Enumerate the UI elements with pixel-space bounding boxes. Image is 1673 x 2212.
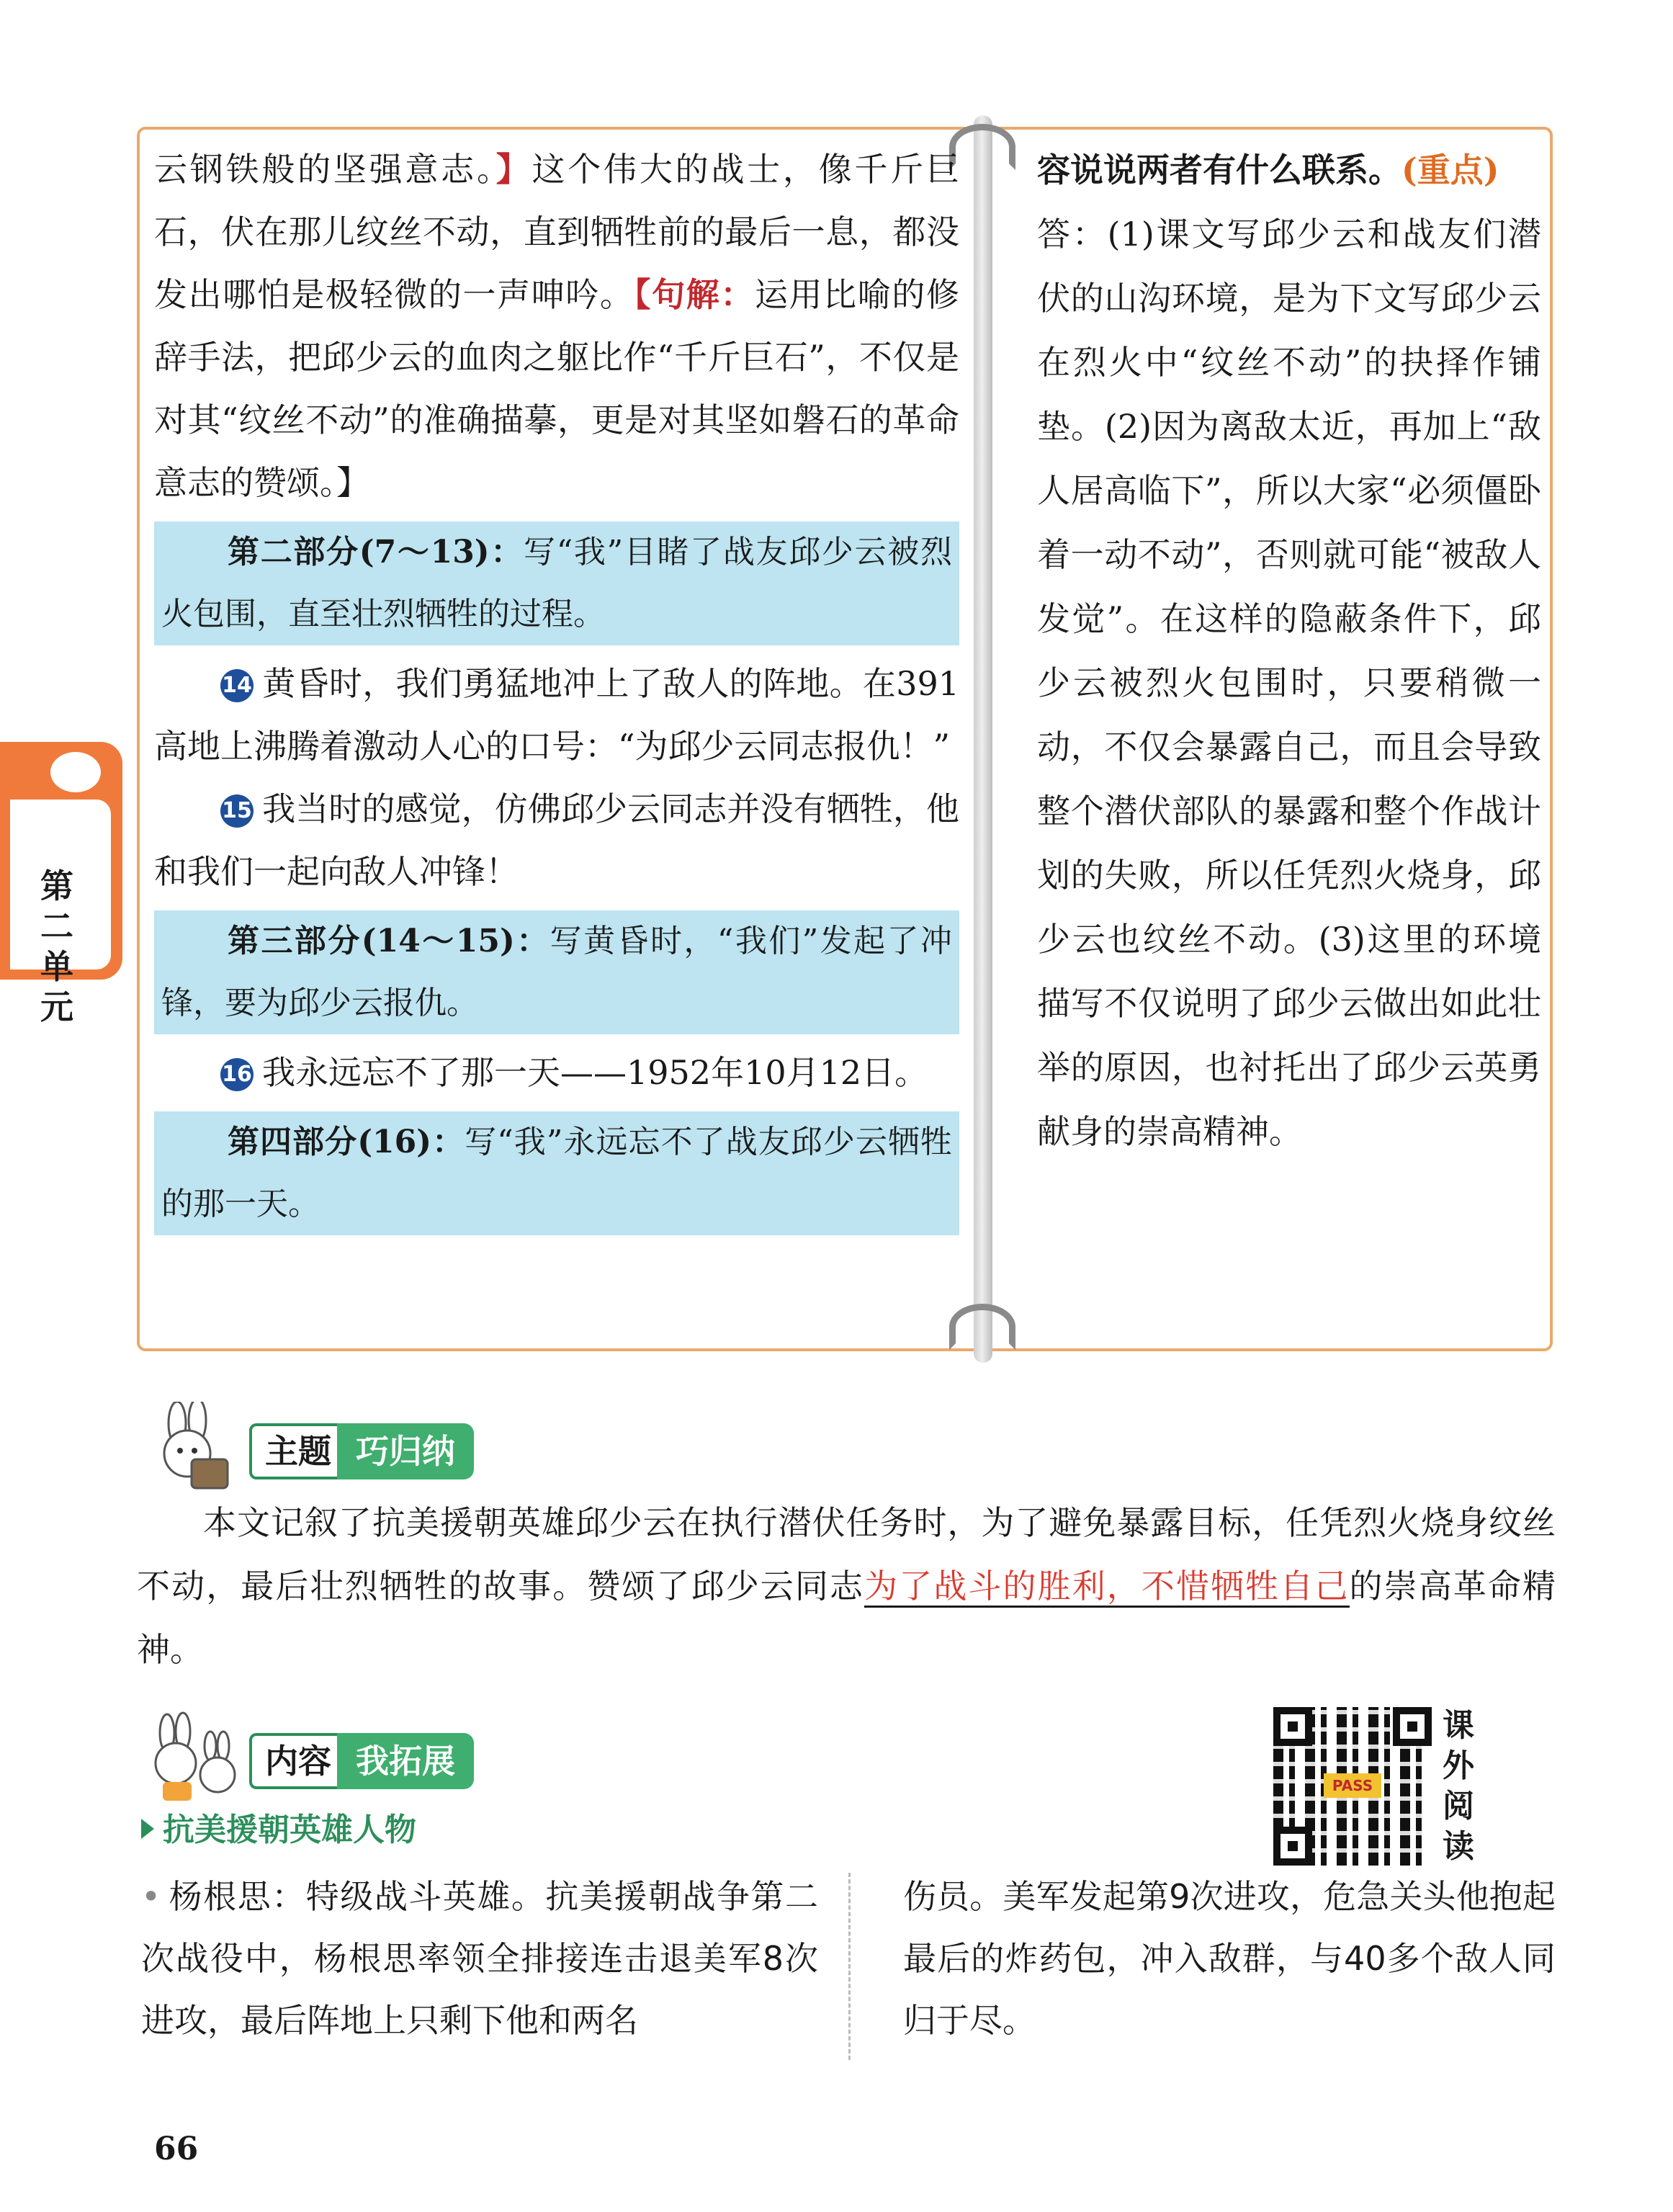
ring-bottom-icon [949,1304,1015,1350]
content-label: 内容 [249,1733,344,1789]
part-text: 写“我”目睹了战友邱少云被烈火包围，直至壮烈牺牲的过程。 [161,534,952,632]
paragraph-16 [154,1042,959,1104]
unit-side-tab [0,742,122,1026]
paragraph-13 [154,138,959,514]
part-label: 第二部分(7～13)： [228,534,524,570]
side-tab-inner [10,800,111,1026]
qr-label [1440,1706,1476,1867]
theme-summary-text [137,1491,1556,1681]
answer: 答：(1)课文写邱少云和战友们潜伏的山沟环境，是为下文写邱少云在烈火中“纹丝不动”的抉择作铺垫。(2)因为离敌太近，再加上“敌人居高临下”，所以大家“必须僵卧着一动不动”，否则就可能“被敌人发觉”。在这样的隐蔽条件下，邱少云被烈火包围时，只要稍微一动，不仅会暴露自己，而且会导致整个潜伏部队的暴露和整个作战计划的失败，所以任凭烈火烧身，邱少云也纹丝不动。(3)这里的环境描写不仅说明了邱少云做出如此壮举的原因，也衬托出了邱少云英勇献身的崇高精神。 [1037,215,1541,1151]
text-fragment: 云钢铁般的坚强意志。 [154,150,496,189]
part-text: 写“我”永远忘不了战友邱少云牺牲的那一天。 [161,1124,952,1222]
part-4-summary [154,1111,959,1235]
notebook-spine [974,115,992,1363]
hero-paragraph [141,1866,818,2051]
question [1037,138,1541,202]
hero-text-left [141,1866,818,2051]
summary-text: 本文记叙了抗美援朝英雄邱少云在执行潜伏任务时，为了避免暴露目标，任凭烈火烧身纹丝不动，最后壮烈牺牲的故事。赞颂了邱少云同志 [137,1503,1556,1606]
qr-label-char: 课 [1443,1707,1474,1744]
paragraph-text: 我当时的感觉，仿佛邱少云同志并没有牺牲，他和我们一起向敌人冲锋！ [154,789,959,891]
rabbit-icon [50,752,101,792]
sentence-note-label: 【句解： [634,275,755,314]
question-text: 容说说两者有什么联系。 [1037,151,1401,189]
hero-text-right [903,1866,1556,2051]
unit-label: 第二单元 [40,867,73,1026]
paragraph-text: 这个伟大的战士，像千斤巨石，伏在那儿纹丝不动，直到牺牲前的最后一息，都没发出哪怕是极轻微的一声呻吟。 [154,150,960,314]
qr-label-char: 外 [1443,1747,1474,1784]
qr-finder [1393,1707,1432,1746]
sentence-note-text: 运用比喻的修辞手法，把邱少云的血肉之躯比作“千斤巨石”，不仅是对其“纹丝不动”的准确描摹，更是对其坚如磐石的革命意志的赞颂。】 [154,275,960,502]
content-label-secondary: 我拓展 [337,1733,474,1789]
qr-code[interactable] [1273,1707,1432,1866]
theme-section-header [141,1416,516,1477]
annot-bracket: 】 [495,150,532,189]
paragraph-number-badge: 14 [220,669,254,702]
part-label: 第四部分(16)： [228,1124,465,1160]
triangle-bullet-icon [141,1819,154,1839]
paragraph-14 [154,653,959,778]
subtitle-text: 抗美援朝英雄人物 [163,1812,416,1848]
left-column [154,138,959,1242]
paragraph-number-badge: 16 [220,1058,254,1091]
qr-label-char: 读 [1443,1828,1474,1865]
qr-badge: PASS [1324,1773,1381,1798]
key-point-tag: (重点) [1401,151,1499,189]
part-2-summary [154,521,959,645]
qr-finder [1273,1707,1312,1746]
hero-subtitle [141,1804,416,1850]
page-number: 66 [154,2131,199,2167]
rabbits-mascot-icon [141,1711,249,1805]
rabbit-mascot-icon [141,1402,249,1495]
hero-paragraph-continued: 伤员。美军发起第9次进攻，危急关头他抱起最后的炸药包，冲入敌群，与40多个敌人同归于尽。 [903,1877,1556,2040]
content-section-header [141,1726,516,1786]
part-label: 第三部分(14～15)： [228,923,550,959]
summary-text-end: 的崇高革命精神。 [137,1567,1556,1669]
theme-label: 主题 [249,1423,344,1479]
theme-label-secondary: 巧归纳 [337,1423,474,1479]
qr-label-char: 阅 [1443,1788,1474,1824]
hero-text: 杨根思：特级战斗英雄。抗美援朝战争第二次战役中，杨根思率领全排接连击退美军8次进攻，最后阵地上只剩下他和两名 [141,1877,818,2040]
theme-summary [137,1491,1556,1681]
paragraph-number-badge: 15 [220,794,254,828]
paragraph-15 [154,778,959,903]
bullet-dot-icon: • [141,1877,161,1916]
paragraph-text: 黄昏时，我们勇猛地冲上了敌人的阵地。在391高地上沸腾着激动人心的口号：“为邱少云同志报仇！” [154,664,959,766]
part-text: 写黄昏时，“我们”发起了冲锋，要为邱少云报仇。 [161,923,952,1021]
column-divider [848,1873,851,2060]
part-3-summary [154,910,959,1034]
right-column [1037,138,1541,1164]
qr-finder [1273,1827,1312,1866]
paragraph-text: 我永远忘不了那一天——1952年10月12日。 [262,1053,928,1092]
summary-fill-answer: 为了战斗的胜利，不惜牺牲自己 [864,1567,1349,1608]
